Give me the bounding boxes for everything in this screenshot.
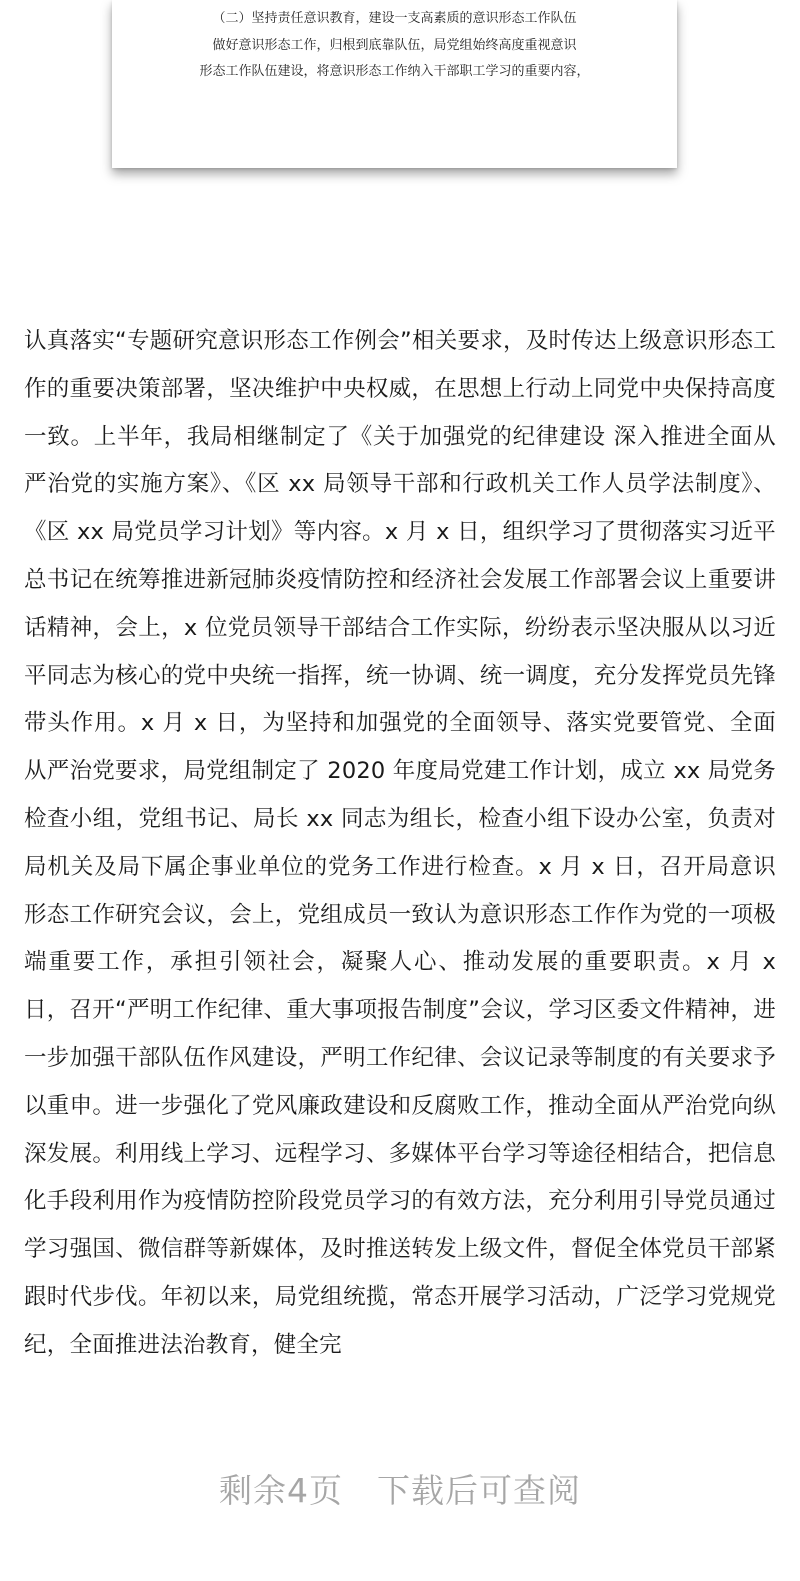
preview-heading: （二）坚持责任意识教育，建设一支高素质的意识形态工作队伍 <box>212 11 577 26</box>
remaining-pages-notice[interactable]: 剩余4页 下载后可查阅 <box>219 1471 581 1510</box>
preview-line: 形态工作队伍建设，将意识形态工作纳入干部职工学习的重要内容， <box>199 64 590 79</box>
preview-line: 做好意识形态工作，归根到底靠队伍，局党组始终高度重视意识 <box>212 38 577 53</box>
document-body-paragraph: 认真落实“专题研究意识形态工作例会”相关要求，及时传达上级意识形态工作的重要决策部署，坚决维护中央权威，在思想上行动上同党中央保持高度一致。上半年，我局相继制定了《关于加强党的纪律建设 深入推进全面从严治党的实施方案》、《区 xx 局领导干部和行政机关工作人员学法制度》、《区 xx 局党员学习计划》等内容。x 月 x 日，组织学习了贯彻落实习近平总书记在统筹推进新冠肺炎疫情防控和经济社会发展工作部署会议上重要讲话精神，会上，x 位党员领导干部结合工作实际，纷纷表示坚决服从以习近平同志为核心的党中央统一指挥，统一协调、统一调度，充分发挥党员先锋带头作用。x 月 x 日，为坚持和加强党的全面领导、落实党要管党、全面从严治党要求，局党组制定了 2020 年度局党建工作计划，成立 xx 局党务检查小组，党组书记、局长 xx 同志为组长，检查小组下设办公室，负责对局机关及局下属企事业单位的党务工作进行检查。x 月 x 日，召开局意识形态工作研究会议，会上，党组成员一致认为意识形态工作作为党的一项极端重要工作，承担引领社会，凝聚人心、推动发展的重要职责。x 月 x 日，召开“严明工作纪律、重大事项报告制度”会议，学习区委文件精神，进一步加强干部队伍作风建设，严明工作纪律、会议记录等制度的有关要求予以重申。进一步强化了党风廉政建设和反腐败工作，推动全面从严治党向纵深发展。利用线上学习、远程学习、多媒体平台学习等途径相结合，把信息化手段利用作为疫情防控阶段党员学习的有效方法，充分利用引导党员通过学习强国、微信群等新媒体，及时推送转发上级文件，督促全体党员干部紧跟时代步伐。年初以来，局党组统揽，常态开展学习活动，广泛学习党规党纪，全面推进法治教育，健全完 <box>24 328 776 1358</box>
page-preview-card <box>112 0 677 168</box>
